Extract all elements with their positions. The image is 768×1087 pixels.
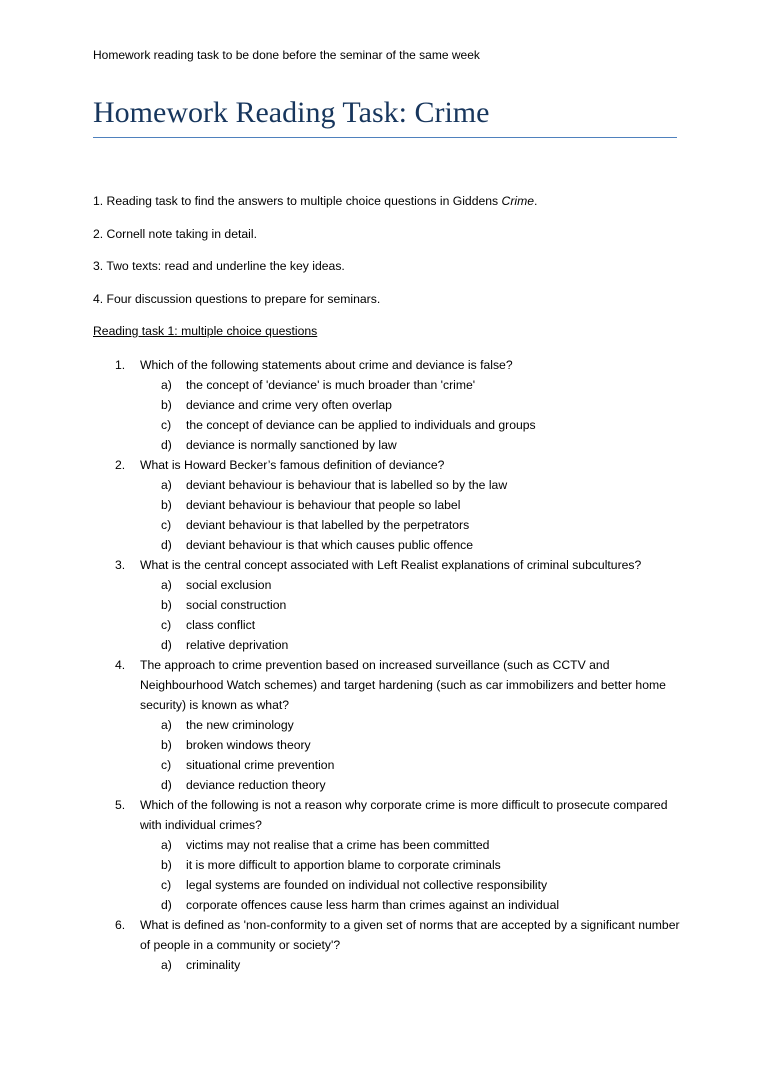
- answer-option-text: legal systems are founded on individual not collective responsibility: [186, 878, 548, 892]
- answer-option-letter: d): [161, 538, 172, 552]
- answer-option-letter: a): [161, 478, 172, 492]
- answer-option: [93, 735, 693, 755]
- answer-option: [93, 535, 693, 555]
- answer-option: [93, 775, 693, 795]
- question-text: The approach to crime prevention based on increased surveillance (such as CCTV and Neighbourhood Watch schemes) and target hardening (such as car immobilizers and better home security) is known as what?: [140, 658, 666, 712]
- question-number: 5.: [115, 798, 126, 812]
- answer-option-letter: c): [161, 758, 172, 772]
- question-number: 3.: [115, 558, 126, 572]
- answer-option: [93, 755, 693, 775]
- intro-item-4: [93, 291, 380, 307]
- title-underline-rule: [93, 137, 677, 138]
- answer-option: [93, 395, 693, 415]
- answer-option-text: class conflict: [186, 618, 256, 632]
- answer-option: [93, 835, 693, 855]
- intro-item-text: 3. Two texts: read and underline the key ideas.: [93, 259, 345, 273]
- answer-option: [93, 495, 693, 515]
- question-item: [93, 795, 693, 915]
- answer-option-letter: d): [161, 438, 172, 452]
- question-item: [93, 655, 693, 795]
- question-text: Which of the following is not a reason why corporate crime is more difficult to prosecute compared with individual crimes?: [140, 798, 668, 832]
- answer-option-letter: c): [161, 518, 172, 532]
- answer-option: [93, 875, 693, 895]
- answer-option: [93, 955, 693, 975]
- question-number: 2.: [115, 458, 126, 472]
- answer-option-text: deviant behaviour is that labelled by the perpetrators: [186, 518, 470, 532]
- section-heading: Reading task 1: multiple choice questions: [93, 324, 318, 338]
- answer-option-letter: a): [161, 378, 172, 392]
- answer-option-text: deviance reduction theory: [186, 778, 326, 792]
- answer-option: [93, 515, 693, 535]
- answer-option: [93, 855, 693, 875]
- answer-option: [93, 435, 693, 455]
- intro-item-text: 4. Four discussion questions to prepare for seminars.: [93, 292, 381, 306]
- answer-option: [93, 575, 693, 595]
- running-header: Homework reading task to be done before the seminar of the same week: [93, 48, 480, 62]
- question-item: [93, 455, 693, 555]
- question-number: 1.: [115, 358, 126, 372]
- question-text: What is defined as 'non-conformity to a given set of norms that are accepted by a significant number of people in a community or society'?: [140, 918, 680, 952]
- answer-option-letter: b): [161, 498, 172, 512]
- answer-option: [93, 895, 693, 915]
- answer-option-letter: c): [161, 418, 172, 432]
- answer-option: [93, 595, 693, 615]
- answer-option-text: situational crime prevention: [186, 758, 335, 772]
- intro-item-2: [93, 226, 257, 242]
- answer-option-text: deviant behaviour is behaviour that is labelled so by the law: [186, 478, 508, 492]
- intro-item-1: [93, 193, 537, 209]
- answer-option-letter: d): [161, 778, 172, 792]
- answer-option: [93, 415, 693, 435]
- answer-option-text: deviance is normally sanctioned by law: [186, 438, 397, 452]
- answer-option-letter: c): [161, 618, 172, 632]
- answer-option: [93, 375, 693, 395]
- answer-option-letter: a): [161, 958, 172, 972]
- answer-option-letter: b): [161, 858, 172, 872]
- answer-option-text: relative deprivation: [186, 638, 289, 652]
- answer-option-letter: c): [161, 878, 172, 892]
- answer-option: [93, 475, 693, 495]
- intro-item-text: 2. Cornell note taking in detail.: [93, 227, 257, 241]
- answer-option-letter: a): [161, 718, 172, 732]
- answer-option: [93, 715, 693, 735]
- answer-option-text: the concept of deviance can be applied to individuals and groups: [186, 418, 536, 432]
- intro-item-suffix: .: [534, 194, 538, 208]
- answer-option-text: victims may not realise that a crime has been committed: [186, 838, 490, 852]
- answer-option-letter: d): [161, 898, 172, 912]
- answer-option-letter: a): [161, 838, 172, 852]
- answer-option-letter: b): [161, 598, 172, 612]
- intro-item-text: 1. Reading task to find the answers to multiple choice questions in Giddens: [93, 194, 502, 208]
- answer-option-text: social construction: [186, 598, 287, 612]
- answer-option-text: the concept of 'deviance' is much broader than 'crime': [186, 378, 476, 392]
- answer-option: [93, 615, 693, 635]
- question-list: [93, 355, 693, 975]
- question-item: [93, 555, 693, 655]
- answer-option-text: corporate offences cause less harm than crimes against an individual: [186, 898, 560, 912]
- question-item: [93, 915, 693, 975]
- answer-option-text: it is more difficult to apportion blame to corporate criminals: [186, 858, 501, 872]
- answer-option-letter: d): [161, 638, 172, 652]
- answer-option-letter: b): [161, 398, 172, 412]
- answer-option-text: broken windows theory: [186, 738, 311, 752]
- answer-option-letter: b): [161, 738, 172, 752]
- intro-item-3: [93, 258, 345, 274]
- page-title: Homework Reading Task: Crime: [93, 96, 490, 129]
- answer-option-text: deviant behaviour is behaviour that people so label: [186, 498, 461, 512]
- question-number: 4.: [115, 658, 126, 672]
- answer-option-text: criminality: [186, 958, 241, 972]
- answer-option: [93, 635, 693, 655]
- question-text: Which of the following statements about crime and deviance is false?: [140, 358, 513, 372]
- answer-option-text: deviant behaviour is that which causes public offence: [186, 538, 474, 552]
- answer-option-text: deviance and crime very often overlap: [186, 398, 392, 412]
- question-text: What is the central concept associated with Left Realist explanations of criminal subcultures?: [140, 558, 642, 572]
- answer-option-text: social exclusion: [186, 578, 272, 592]
- question-text: What is Howard Becker’s famous definition of deviance?: [140, 458, 445, 472]
- intro-item-emphasis: Crime: [501, 194, 535, 208]
- answer-option-text: the new criminology: [186, 718, 294, 732]
- question-item: [93, 355, 693, 455]
- question-number: 6.: [115, 918, 126, 932]
- answer-option-letter: a): [161, 578, 172, 592]
